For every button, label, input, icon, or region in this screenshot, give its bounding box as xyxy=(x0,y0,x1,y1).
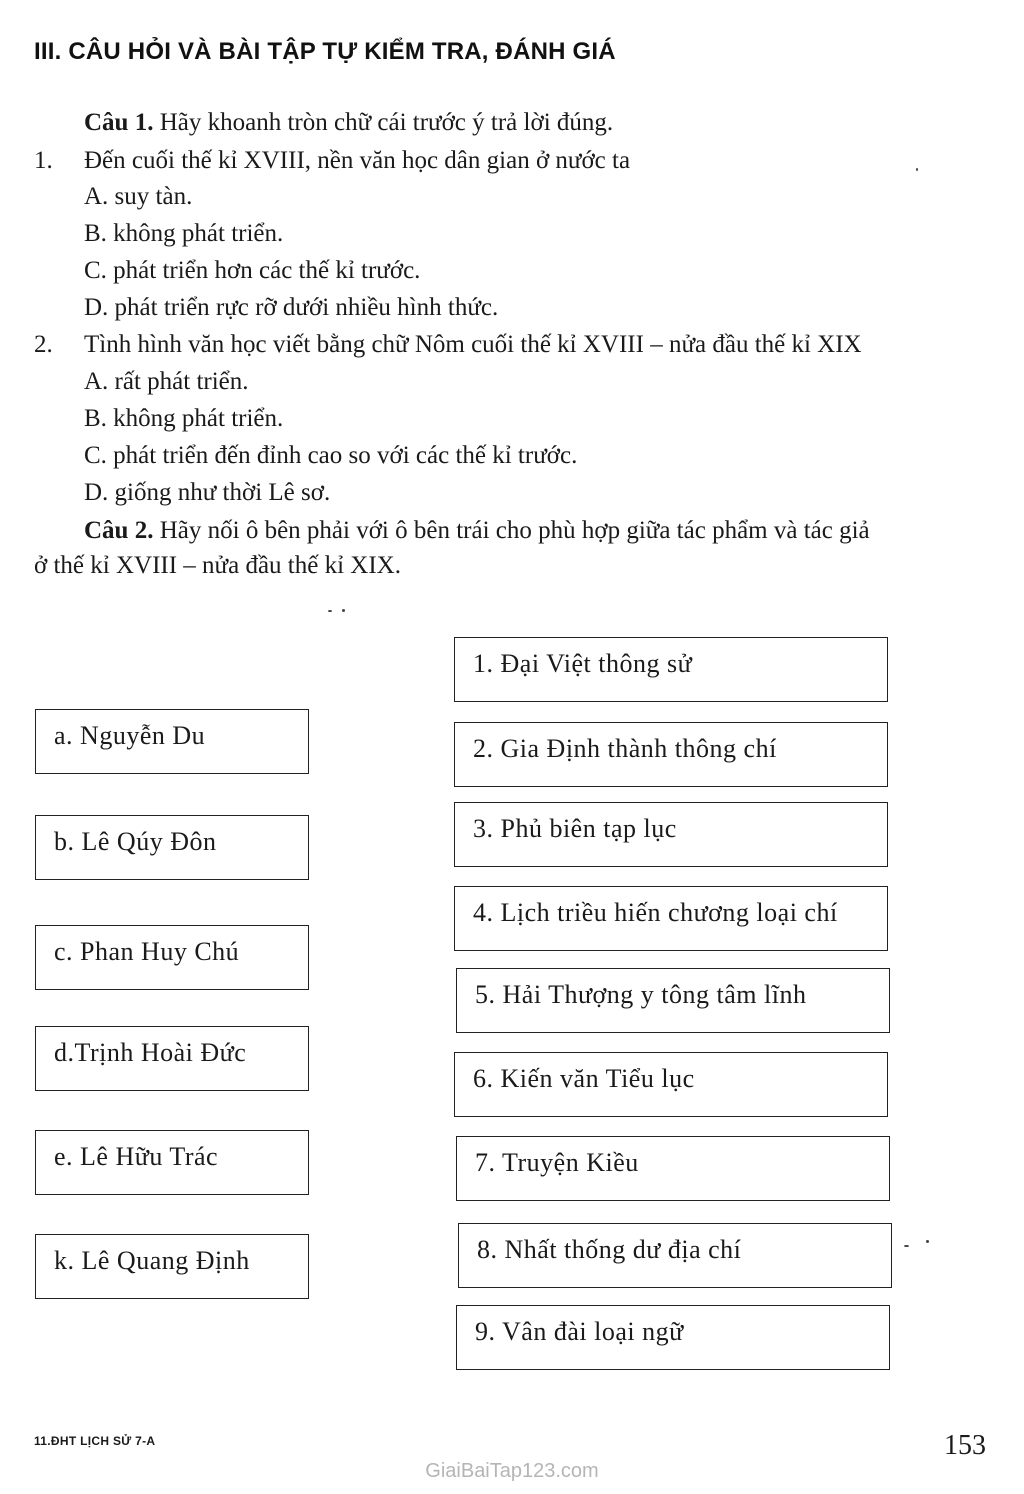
book-code: 11.ĐHT LỊCH SỬ 7-A xyxy=(34,1434,156,1448)
cau1-instruction: Hãy khoanh tròn chữ cái trước ý trả lời đúng. xyxy=(153,109,614,136)
cau1-label: Câu 1. xyxy=(84,109,154,136)
work-box-2[interactable] xyxy=(454,722,888,787)
question-2-option-d: D. giống như thời Lê sơ. xyxy=(84,479,331,506)
question-1-option-b: B. không phát triển. xyxy=(84,220,284,247)
scan-speck xyxy=(916,168,918,171)
work-label: 7. Truyện Kiều xyxy=(475,1147,639,1177)
scan-speck xyxy=(926,1240,929,1243)
work-label: 1. Đại Việt thông sử xyxy=(473,648,693,678)
author-label: d.Trịnh Hoài Đức xyxy=(54,1037,247,1067)
question-2-option-a: A. rất phát triển. xyxy=(84,368,249,395)
scan-speck xyxy=(328,610,332,612)
scan-speck xyxy=(342,609,345,612)
work-label: 3. Phủ biên tạp lục xyxy=(473,813,677,843)
cau1-instruction-line xyxy=(84,108,613,138)
author-label: e. Lê Hữu Trác xyxy=(54,1141,219,1171)
author-label: c. Phan Huy Chú xyxy=(54,936,240,966)
work-box-6[interactable] xyxy=(454,1052,888,1117)
work-label: 8. Nhất thống dư địa chí xyxy=(477,1234,742,1264)
cau2-instruction: Hãy nối ô bên phải với ô bên trái cho phù hợp giữa tác phẩm và tác giả xyxy=(153,517,870,544)
question-2-option-c: C. phát triển đến đỉnh cao so với các thế kỉ trước. xyxy=(84,442,578,469)
work-label: 9. Vân đài loại ngữ xyxy=(475,1316,684,1346)
work-box-8[interactable] xyxy=(458,1223,892,1288)
author-box-a[interactable] xyxy=(35,709,309,774)
work-box-5[interactable] xyxy=(456,968,890,1033)
author-box-b[interactable] xyxy=(35,815,309,880)
work-box-4[interactable] xyxy=(454,886,888,951)
cau2-label: Câu 2. xyxy=(84,517,154,544)
author-label: b. Lê Qúy Đôn xyxy=(54,826,217,856)
question-1-option-d: D. phát triển rực rỡ dưới nhiều hình thức. xyxy=(84,294,499,321)
question-2-option-b: B. không phát triển. xyxy=(84,405,284,432)
section-heading: III. CÂU HỎI VÀ BÀI TẬP TỰ KIỂM TRA, ĐÁNH GIÁ xyxy=(34,38,616,65)
author-box-k[interactable] xyxy=(35,1234,309,1299)
work-box-9[interactable] xyxy=(456,1305,890,1370)
work-label: 5. Hải Thượng y tông tâm lĩnh xyxy=(475,979,807,1009)
author-label: a. Nguyễn Du xyxy=(54,720,206,750)
question-1-option-a: A. suy tàn. xyxy=(84,183,193,210)
question-1-text: Đến cuối thế kỉ XVIII, nền văn học dân gian ở nước ta xyxy=(84,147,631,174)
author-box-d[interactable] xyxy=(35,1026,309,1091)
work-box-1[interactable] xyxy=(454,637,888,702)
question-2-number: 2. xyxy=(34,331,53,358)
watermark: GiaiBaiTap123.com xyxy=(425,1460,599,1482)
cau2-instruction-continued: ở thế kỉ XVIII – nửa đầu thế kỉ XIX. xyxy=(34,552,401,579)
cau2-instruction-line xyxy=(84,516,870,546)
page-number: 153 xyxy=(944,1430,986,1461)
work-label: 2. Gia Định thành thông chí xyxy=(473,733,777,763)
work-box-7[interactable] xyxy=(456,1136,890,1201)
work-box-3[interactable] xyxy=(454,802,888,867)
scan-speck xyxy=(904,1245,909,1247)
work-label: 6. Kiến văn Tiểu lục xyxy=(473,1063,695,1093)
author-box-e[interactable] xyxy=(35,1130,309,1195)
question-1-option-c: C. phát triển hơn các thế kỉ trước. xyxy=(84,257,421,284)
author-box-c[interactable] xyxy=(35,925,309,990)
work-label: 4. Lịch triều hiến chương loại chí xyxy=(473,897,838,927)
question-2-text: Tình hình văn học viết bằng chữ Nôm cuối thế kỉ XVIII – nửa đầu thế kỉ XIX xyxy=(84,331,862,358)
question-1-number: 1. xyxy=(34,147,53,174)
author-label: k. Lê Quang Định xyxy=(54,1245,250,1275)
